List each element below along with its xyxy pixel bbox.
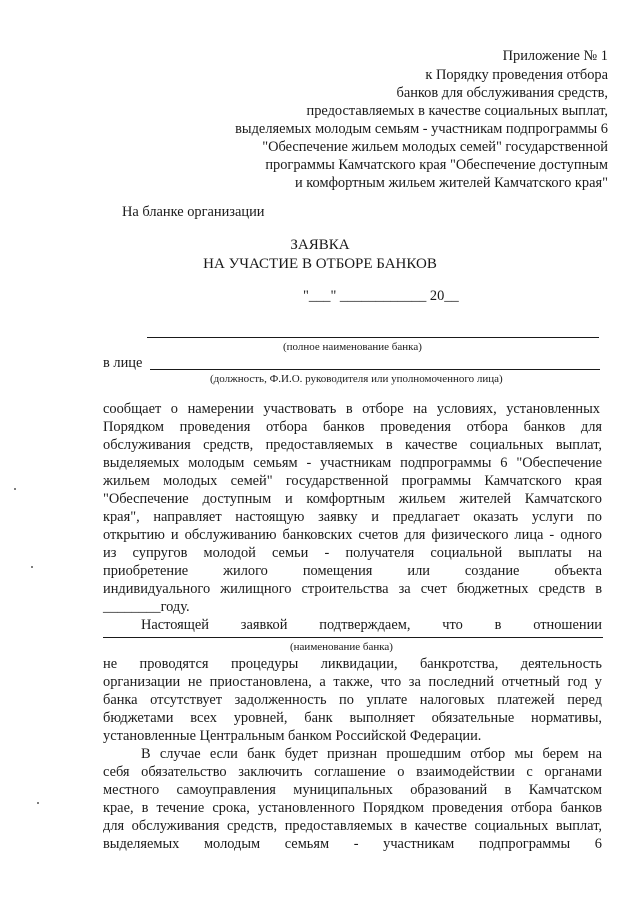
paragraph-line: приобретение жилого помещения или создание объекта xyxy=(103,563,602,579)
paragraph-line: установленные Центральным банком Российской Федерации. xyxy=(103,728,482,744)
appendix-line: "Обеспечение жильем молодых семей" государственной xyxy=(262,139,608,155)
paragraph-line: Порядком проведения отбора банков проведения отбора банков для xyxy=(103,419,602,435)
paragraph-line: выделяемых молодым семьям - участникам подпрограммы 6 "Обеспечение xyxy=(103,455,602,471)
scan-speck xyxy=(37,802,39,804)
scan-speck xyxy=(14,488,16,490)
paragraph-line: "Обеспечение доступным и комфортным жильем жителей Камчатского xyxy=(103,491,602,507)
paragraph-line: выделяемых молодым семьям - участникам подпрограммы 6 xyxy=(103,836,602,852)
appendix-title: Приложение № 1 xyxy=(502,48,608,64)
bank-short-name-field[interactable] xyxy=(103,637,603,638)
appendix-line: предоставляемых в качестве социальных выплат, xyxy=(306,103,608,119)
representative-field[interactable] xyxy=(150,369,600,370)
paragraph-line: края", направляет настоящую заявку и предлагает оказать услуги по xyxy=(103,509,602,525)
paragraph-line: жильем молодых семей" государственной программы Камчатского края xyxy=(103,473,602,489)
paragraph-line: себя обязательство заключить соглашение о взаимодействии с органами xyxy=(103,764,602,780)
paragraph-line: для обслуживания средств, предоставляемых в качестве социальных выплат, xyxy=(103,818,602,834)
form-title: ЗАЯВКА xyxy=(290,237,350,253)
form-subtitle: НА УЧАСТИЕ В ОТБОРЕ БАНКОВ xyxy=(203,256,437,272)
letterhead-note: На бланке организации xyxy=(122,204,265,220)
paragraph-line: В случае если банк будет признан прошедшим отбор мы берем на xyxy=(141,746,602,762)
paragraph-line: бюджетами всех уровней, банк выполняет обязательные нормативы, xyxy=(103,710,602,726)
bank-name-caption: (полное наименование банка) xyxy=(283,341,422,353)
representative-label: в лице xyxy=(103,355,143,371)
appendix-line: к Порядку проведения отбора xyxy=(425,67,608,83)
scan-speck xyxy=(31,566,33,568)
bank-short-name-caption: (наименование банка) xyxy=(290,641,393,653)
year-line: ________году. xyxy=(103,599,190,615)
paragraph-line: открытию и обслуживанию банковских счетов для физического лица - одного xyxy=(103,527,602,543)
paragraph-line: банка отсутствует задолженность по уплате налоговых платежей перед xyxy=(103,692,602,708)
paragraph-line: крае, в течение срока, установленного Порядком проведения отбора банков xyxy=(103,800,602,816)
paragraph-line: местного самоуправления муниципальных образований в Камчатском xyxy=(103,782,602,798)
paragraph-line: не проводятся процедуры ликвидации, банкротства, деятельность xyxy=(103,656,602,672)
paragraph-line: индивидуального жилищного строительства за счет бюджетных средств в xyxy=(103,581,602,597)
paragraph-line: организации не приостановлена, а также, что за последний отчетный год у xyxy=(103,674,602,690)
appendix-line: и комфортным жильем жителей Камчатского края" xyxy=(294,175,608,191)
confirm-line: Настоящей заявкой подтверждаем, что в отношении xyxy=(141,617,602,633)
paragraph-line: из супругов молодой семьи - получателя социальной выплаты на xyxy=(103,545,602,561)
appendix-line: программы Камчатского края "Обеспечение доступным xyxy=(265,157,608,173)
paragraph-line: сообщает о намерении участвовать в отборе на условиях, установленных xyxy=(103,401,600,417)
appendix-line: банков для обслуживания средств, xyxy=(396,85,608,101)
date-line: "___" ____________ 20__ xyxy=(303,288,459,304)
bank-name-field[interactable] xyxy=(147,337,599,338)
appendix-line: выделяемых молодым семьям - участникам подпрограммы 6 xyxy=(235,121,608,137)
paragraph-line: обслуживания средств, предоставляемых в качестве социальных выплат, xyxy=(103,437,602,453)
representative-caption: (должность, Ф.И.О. руководителя или уполномоченного лица) xyxy=(210,373,503,385)
